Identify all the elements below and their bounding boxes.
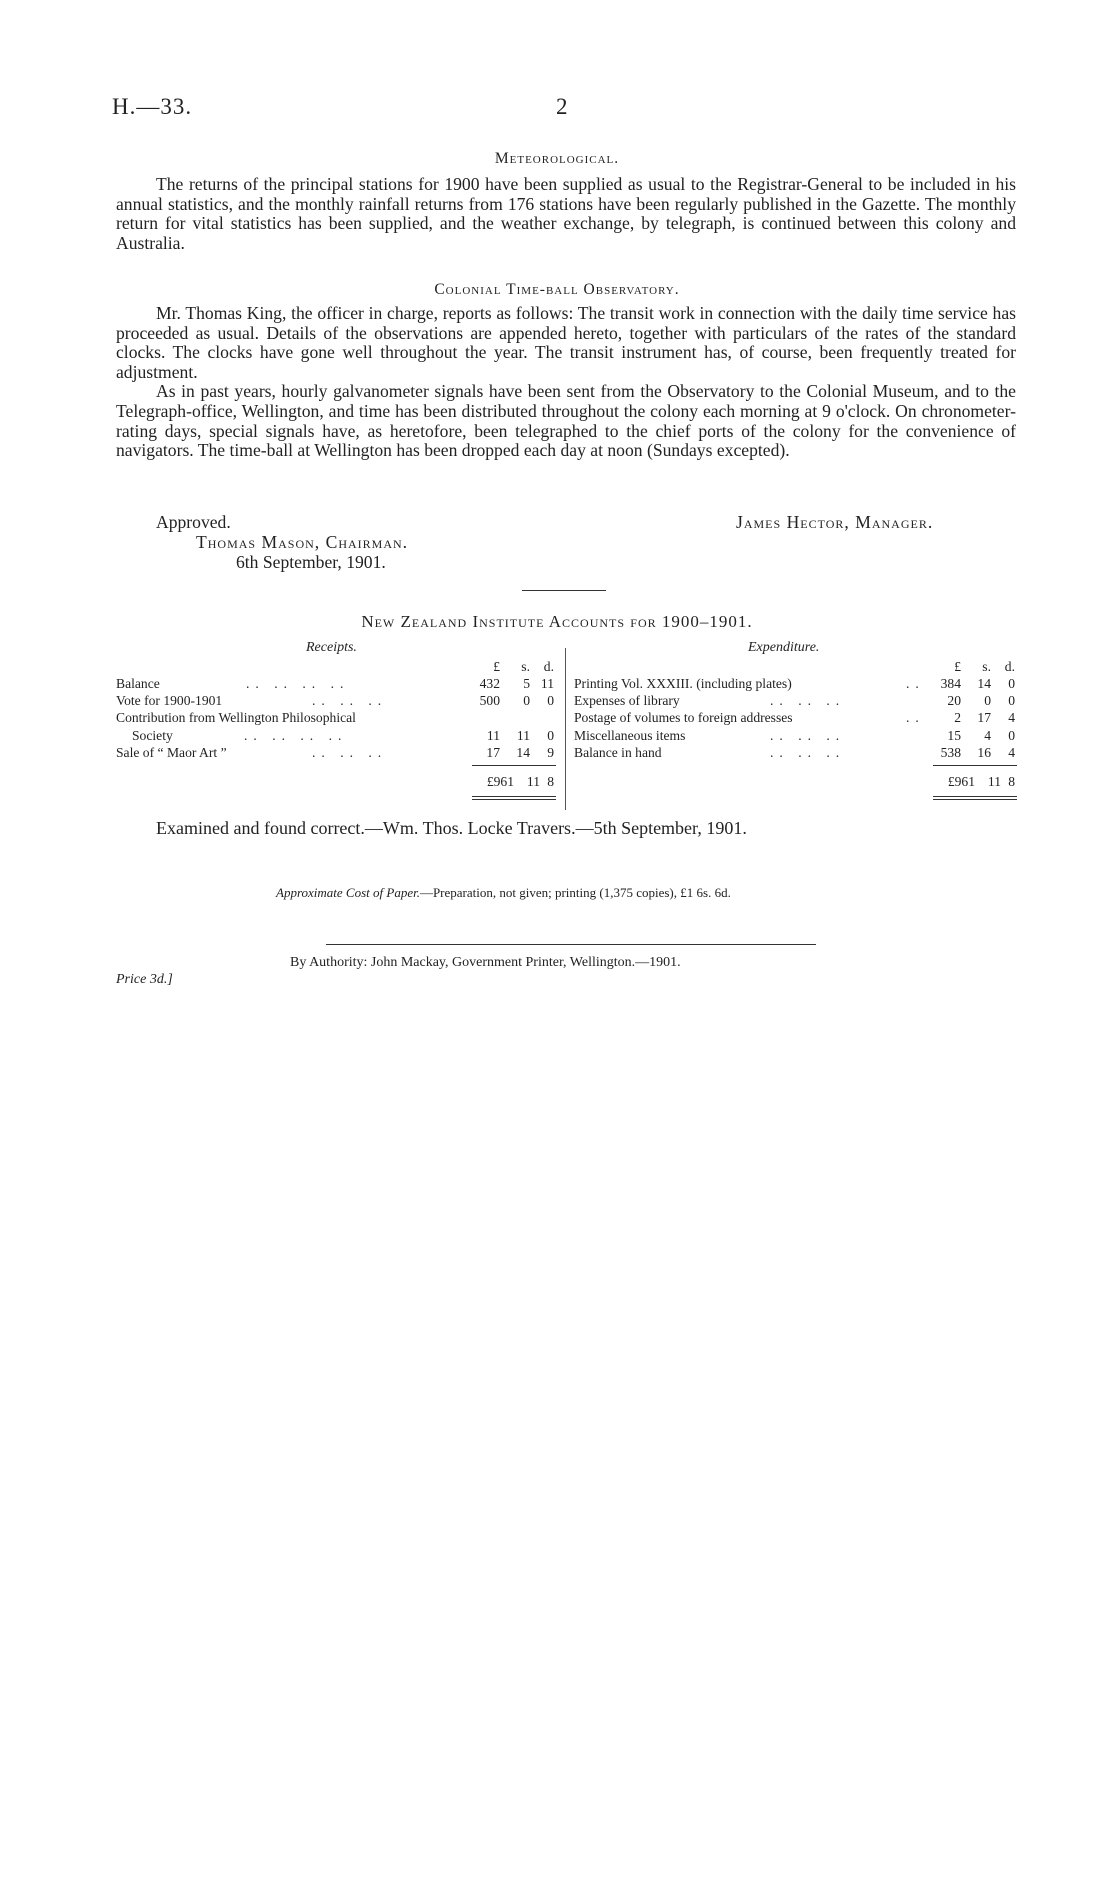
pounds-value: 17 [486,744,500,760]
observatory-title: Colonial Time-ball Observatory. [434,281,680,298]
shillings-heading: s. [521,659,530,674]
manager-signature: James Hector, Manager. [736,512,934,532]
pence-value: 0 [547,693,554,709]
printer-imprint: By Authority: John Mackay, Government Printer, Wellington.—1901. [290,955,681,970]
table-row [574,727,1015,744]
table-row [116,692,554,709]
expenditure-heading: Expenditure. [748,640,820,655]
leader-dots: .. [906,676,925,691]
pounds-total: £961 [947,774,975,789]
pounds-value: 20 [947,693,961,709]
page-number: 2 [556,94,568,119]
row-label: Balance in hand [574,744,662,760]
row-label: Society [132,727,173,743]
shillings-value: 0 [984,693,991,709]
shillings-value: 5 [523,676,530,691]
table-row [574,675,1015,692]
expenditure-table [574,675,1015,761]
examined-statement: Examined and found correct.—Wm. Thos. Locke Travers.—5th September, 1901. [156,818,747,838]
receipts-table [116,675,554,761]
leader-dots: .. .. .. [770,693,846,709]
receipts-double-rule [472,799,556,800]
leader-dots: .. .. .. [312,744,388,760]
table-row [116,727,554,744]
table-row [574,744,1015,761]
pounds-heading: £ [954,659,961,674]
observatory-section [116,304,1016,461]
shillings-total: 11 [526,774,540,789]
table-row [116,675,554,692]
pence-value: 0 [1008,727,1015,743]
meteorological-section [116,175,1016,253]
leader-dots: .. [906,710,925,726]
pounds-value: 538 [940,744,961,760]
shillings-heading: s. [982,659,991,674]
pence-value: 4 [1008,744,1015,760]
pounds-heading: £ [493,659,500,674]
expenditure-total [935,773,1015,790]
leader-dots: .. .. .. [770,727,846,743]
meteorological-title: Meteorological. [494,150,620,167]
shillings-value: 0 [523,693,530,709]
leader-dots: .. .. .. .. [244,727,348,743]
row-label: Postage of volumes to foreign addresses [574,710,793,726]
shillings-value: 16 [977,744,991,760]
leader-dots: .. .. .. .. [246,676,350,691]
signature-date: 6th September, 1901. [236,552,386,572]
document-reference: H.—33. [112,94,193,119]
table-row [574,709,1015,726]
shillings-value: 11 [516,727,530,743]
pence-value: 0 [1008,676,1015,691]
table-row [116,709,554,726]
pence-value: 4 [1008,710,1015,726]
pounds-value: 11 [486,727,500,743]
pence-value: 0 [547,727,554,743]
column-divider [565,648,566,810]
receipts-total [474,773,554,790]
price: Price 3d.] [116,972,173,987]
row-label: Miscellaneous items [574,727,686,743]
shillings-value: 17 [977,710,991,726]
cost-note-text: —Preparation, not given; printing (1,375 copies), £1 6s. 6d. [419,885,731,900]
pence-heading: d. [1004,659,1015,674]
expenditure-double-rule [933,799,1017,800]
section-divider [522,590,606,591]
leader-dots: .. .. .. [770,744,846,760]
pence-total: 8 [1008,774,1015,789]
expenditure-double-rule [933,796,1017,797]
pence-total: 8 [547,774,554,789]
pounds-value: 500 [479,693,500,709]
cost-note [276,885,731,901]
pence-value: 0 [1008,693,1015,709]
row-label: Sale of “ Maor Art ” [116,744,227,760]
shillings-total: 11 [987,774,1001,789]
imprint-rule [326,944,816,945]
pounds-value: 384 [940,676,961,691]
row-label: Printing Vol. XXXIII. (including plates) [574,676,792,691]
shillings-value: 4 [984,727,991,743]
pence-value: 9 [547,744,554,760]
pounds-value: 15 [947,727,961,743]
pence-value: 11 [540,676,554,691]
shillings-value: 14 [516,744,530,760]
row-label: Vote for 1900-1901 [116,693,223,709]
pence-heading: d. [543,659,554,674]
observatory-paragraph-2: As in past years, hourly galvanometer signals have been sent from the Observatory to the Colonial Museum, and to the Telegraph-office, Wellington, and time has been distributed throughout the colony each morning at 9 o'clock. On chronometer-rating days, special signals have, as heretofore, been telegraphed to the chief ports of the colony for the convenience of navigators. The time-ball at Wellington has been dropped each day at noon (Sundays excepted). [116,381,1016,461]
pounds-value: 432 [479,676,500,691]
table-row [574,692,1015,709]
observatory-paragraph-1: Mr. Thomas King, the officer in charge, reports as follows: The transit work in connection with the daily time service has proceeded as usual. Details of the observations are appended hereto, together with particulars of the rates of the standard clocks. The clocks have gone well throughout the year. The transit instrument has, of course, been frequently treated for adjustment. [116,303,1016,382]
receipts-currency-heading [474,658,554,675]
row-label: Expenses of library [574,693,680,709]
leader-dots: .. .. .. [312,693,388,709]
table-row [116,744,554,761]
expenditure-total-rule [933,765,1017,766]
row-label: Balance [116,676,160,691]
pounds-value: 2 [954,710,961,726]
approved-label: Approved. [156,512,231,532]
row-label: Contribution from Wellington Philosophical [116,710,356,726]
receipts-heading: Receipts. [306,640,357,655]
pounds-total: £961 [486,774,514,789]
expenditure-currency-heading [935,658,1015,675]
chairman-signature: Thomas Mason, Chairman. [196,532,409,552]
accounts-title: New Zealand Institute Accounts for 1900–1901. [361,612,753,631]
receipts-total-rule [472,765,556,766]
cost-note-label: Approximate Cost of Paper. [276,885,420,900]
receipts-double-rule [472,796,556,797]
meteorological-paragraph: The returns of the principal stations for 1900 have been supplied as usual to the Registrar-General to be included in his annual statistics, and the monthly rainfall returns from 176 stations have been regularly published in the Gazette. The monthly return for vital statistics has been supplied, and the weather exchange, by telegraph, is continued between this colony and Australia. [116,174,1016,253]
shillings-value: 14 [977,676,991,691]
